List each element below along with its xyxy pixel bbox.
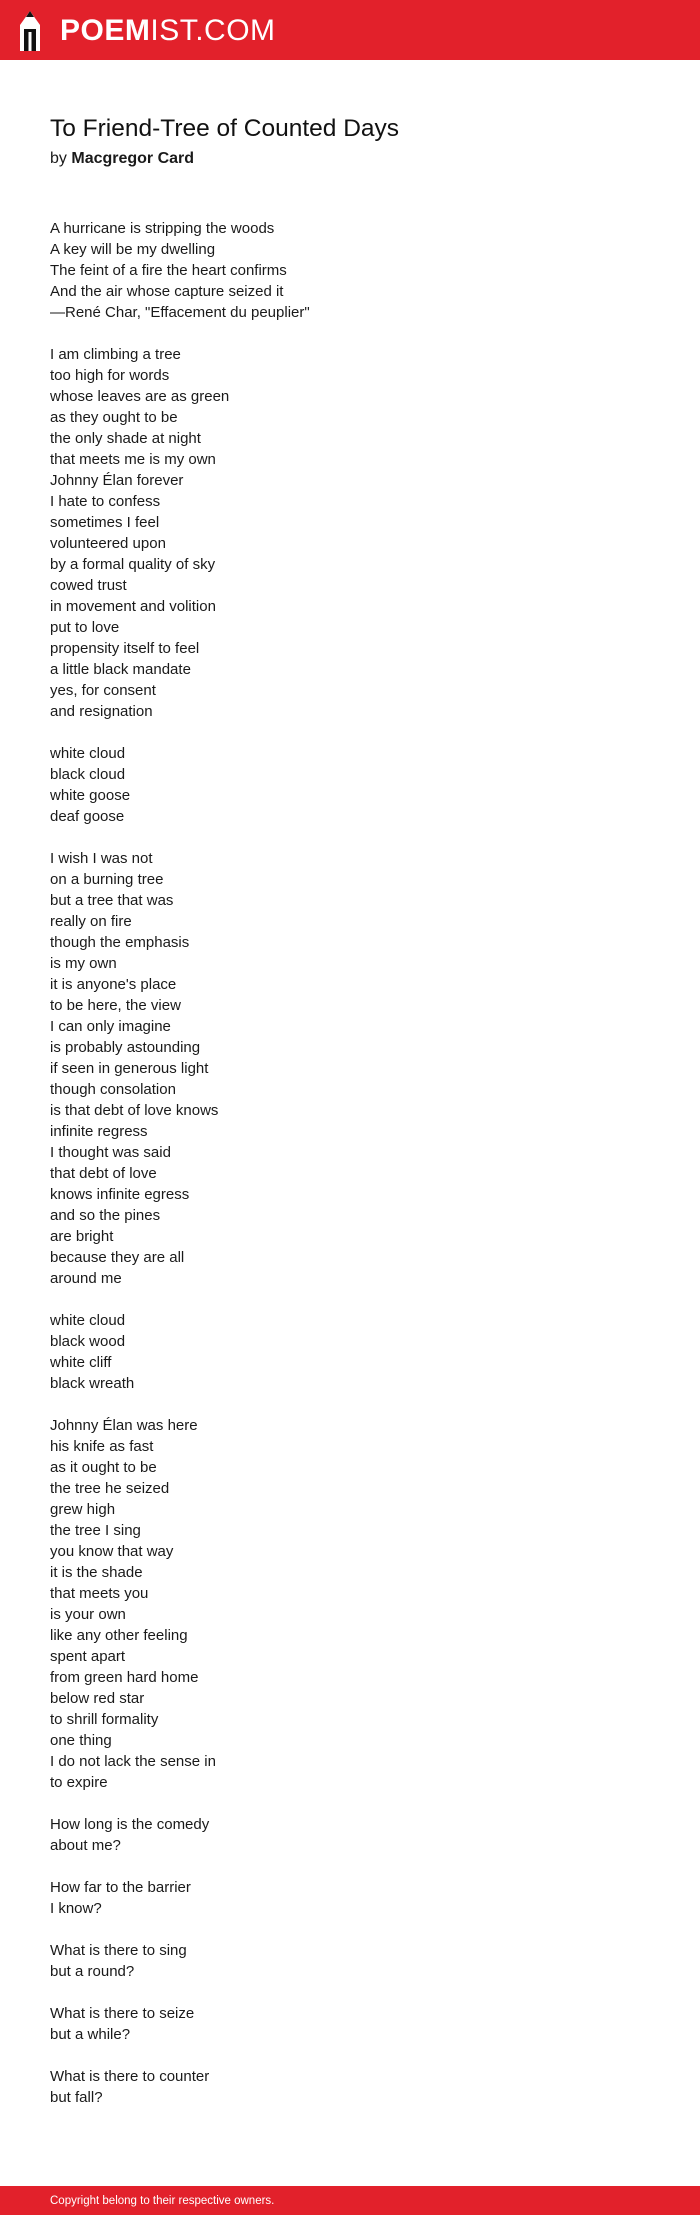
top-bar [0,0,700,60]
poem-line: are bright [50,1228,114,1245]
poem-line: his knife as fast [50,1438,154,1455]
pencil-icon [16,10,44,52]
poem-line: yes, for consent [50,682,156,699]
stanza [50,1814,650,1856]
poem-line: really on fire [50,913,132,930]
poem-line: —René Char, "Effacement du peuplier" [50,304,310,321]
poem-body [50,218,650,2108]
poem-line: I know? [50,1900,102,1917]
poem-line: you know that way [50,1543,174,1560]
poem-line: it is anyone's place [50,976,177,993]
poem-line: And the air whose capture seized it [50,283,284,300]
poem-line: I do not lack the sense in [50,1753,216,1770]
poem-line: What is there to counter [50,2068,210,2085]
logo-light-text: IST.COM [150,14,276,47]
byline [50,148,650,170]
poem-line: put to love [50,619,120,636]
poem-line: about me? [50,1837,121,1854]
poem-line: I hate to confess [50,493,161,510]
copyright-text: Copyright belong to their respective owners. [50,2195,275,2207]
poem-line: below red star [50,1690,145,1707]
poem-line: is my own [50,955,117,972]
poem-line: and so the pines [50,1207,161,1224]
poem-line: too high for words [50,367,170,384]
poem-line: cowed trust [50,577,127,594]
poem-line: What is there to sing [50,1942,187,1959]
poem-line: knows infinite egress [50,1186,190,1203]
author-name: Macgregor Card [71,150,195,167]
logo-wordmark [60,10,276,52]
poem-line: if seen in generous light [50,1060,209,1077]
stanza [50,1415,650,1793]
poem-line: as it ought to be [50,1459,157,1476]
poem-line: white cloud [50,745,126,762]
poem-line: is that debt of love knows [50,1102,219,1119]
poem-line: propensity itself to feel [50,640,200,657]
poem-line: that meets me is my own [50,451,216,468]
poem-line: infinite regress [50,1123,148,1140]
poem-line: but fall? [50,2089,103,2106]
poem-line: a little black mandate [50,661,191,678]
poem-line: though the emphasis [50,934,190,951]
poem-line: A key will be my dwelling [50,241,216,258]
poem-line: to expire [50,1774,108,1791]
poem-line: I am climbing a tree [50,346,181,363]
poem-line: I thought was said [50,1144,171,1161]
poem-line: black wood [50,1333,126,1350]
poem-line: white cliff [50,1354,112,1371]
poem-line: that meets you [50,1585,149,1602]
poem-line: is probably astounding [50,1039,201,1056]
stanza [50,2003,650,2045]
poem-line: A hurricane is stripping the woods [50,220,275,237]
poem-line: The feint of a fire the heart confirms [50,262,287,279]
stanza [50,1940,650,1982]
poem-line: deaf goose [50,808,125,825]
poem-line: that debt of love [50,1165,157,1182]
poem-line: one thing [50,1732,112,1749]
poem-line: I can only imagine [50,1018,171,1035]
stanza [50,743,650,827]
poem-line: to be here, the view [50,997,181,1014]
footer-bar [0,2186,700,2215]
poem-line: though consolation [50,1081,176,1098]
poem-line: whose leaves are as green [50,388,230,405]
stanza [50,218,650,323]
site-logo[interactable] [16,10,276,52]
poem-line: is your own [50,1606,126,1623]
byline-prefix: by [50,150,67,167]
poem-line: it is the shade [50,1564,143,1581]
poem-line: as they ought to be [50,409,178,426]
poem-line: and resignation [50,703,153,720]
poem-line: like any other feeling [50,1627,188,1644]
poem-line: What is there to seize [50,2005,195,2022]
poem-line: but a round? [50,1963,135,1980]
poem-title: To Friend-Tree of Counted Days [50,115,400,142]
poem-line: Johnny Élan forever [50,472,184,489]
poem-line: in movement and volition [50,598,216,615]
poem-line: Johnny Élan was here [50,1417,198,1434]
poem-line: on a burning tree [50,871,164,888]
poem-line: black cloud [50,766,126,783]
stanza [50,1310,650,1394]
poem-line: from green hard home [50,1669,199,1686]
poem-line: but a while? [50,2026,131,2043]
poem-line: I wish I was not [50,850,153,867]
poem-line: to shrill formality [50,1711,159,1728]
poem-line: but a tree that was [50,892,174,909]
poem-line: white cloud [50,1312,126,1329]
poem-line: black wreath [50,1375,135,1392]
poem-line: grew high [50,1501,116,1518]
poem-line: by a formal quality of sky [50,556,216,573]
poem-line: around me [50,1270,122,1287]
poem-line: spent apart [50,1648,126,1665]
poem-line: white goose [50,787,131,804]
poem-line: because they are all [50,1249,185,1266]
stanza [50,1877,650,1919]
poem-line: How long is the comedy [50,1816,210,1833]
stanza [50,848,650,1289]
poem-line: sometimes I feel [50,514,160,531]
stanza [50,344,650,722]
poem-line: volunteered upon [50,535,166,552]
poem-content [50,112,650,2129]
poem-line: the only shade at night [50,430,201,447]
poem-line: the tree I sing [50,1522,141,1539]
poem-line: How far to the barrier [50,1879,191,1896]
poem-line: the tree he seized [50,1480,170,1497]
stanza [50,2066,650,2108]
logo-bold-text: POEM [60,14,151,47]
